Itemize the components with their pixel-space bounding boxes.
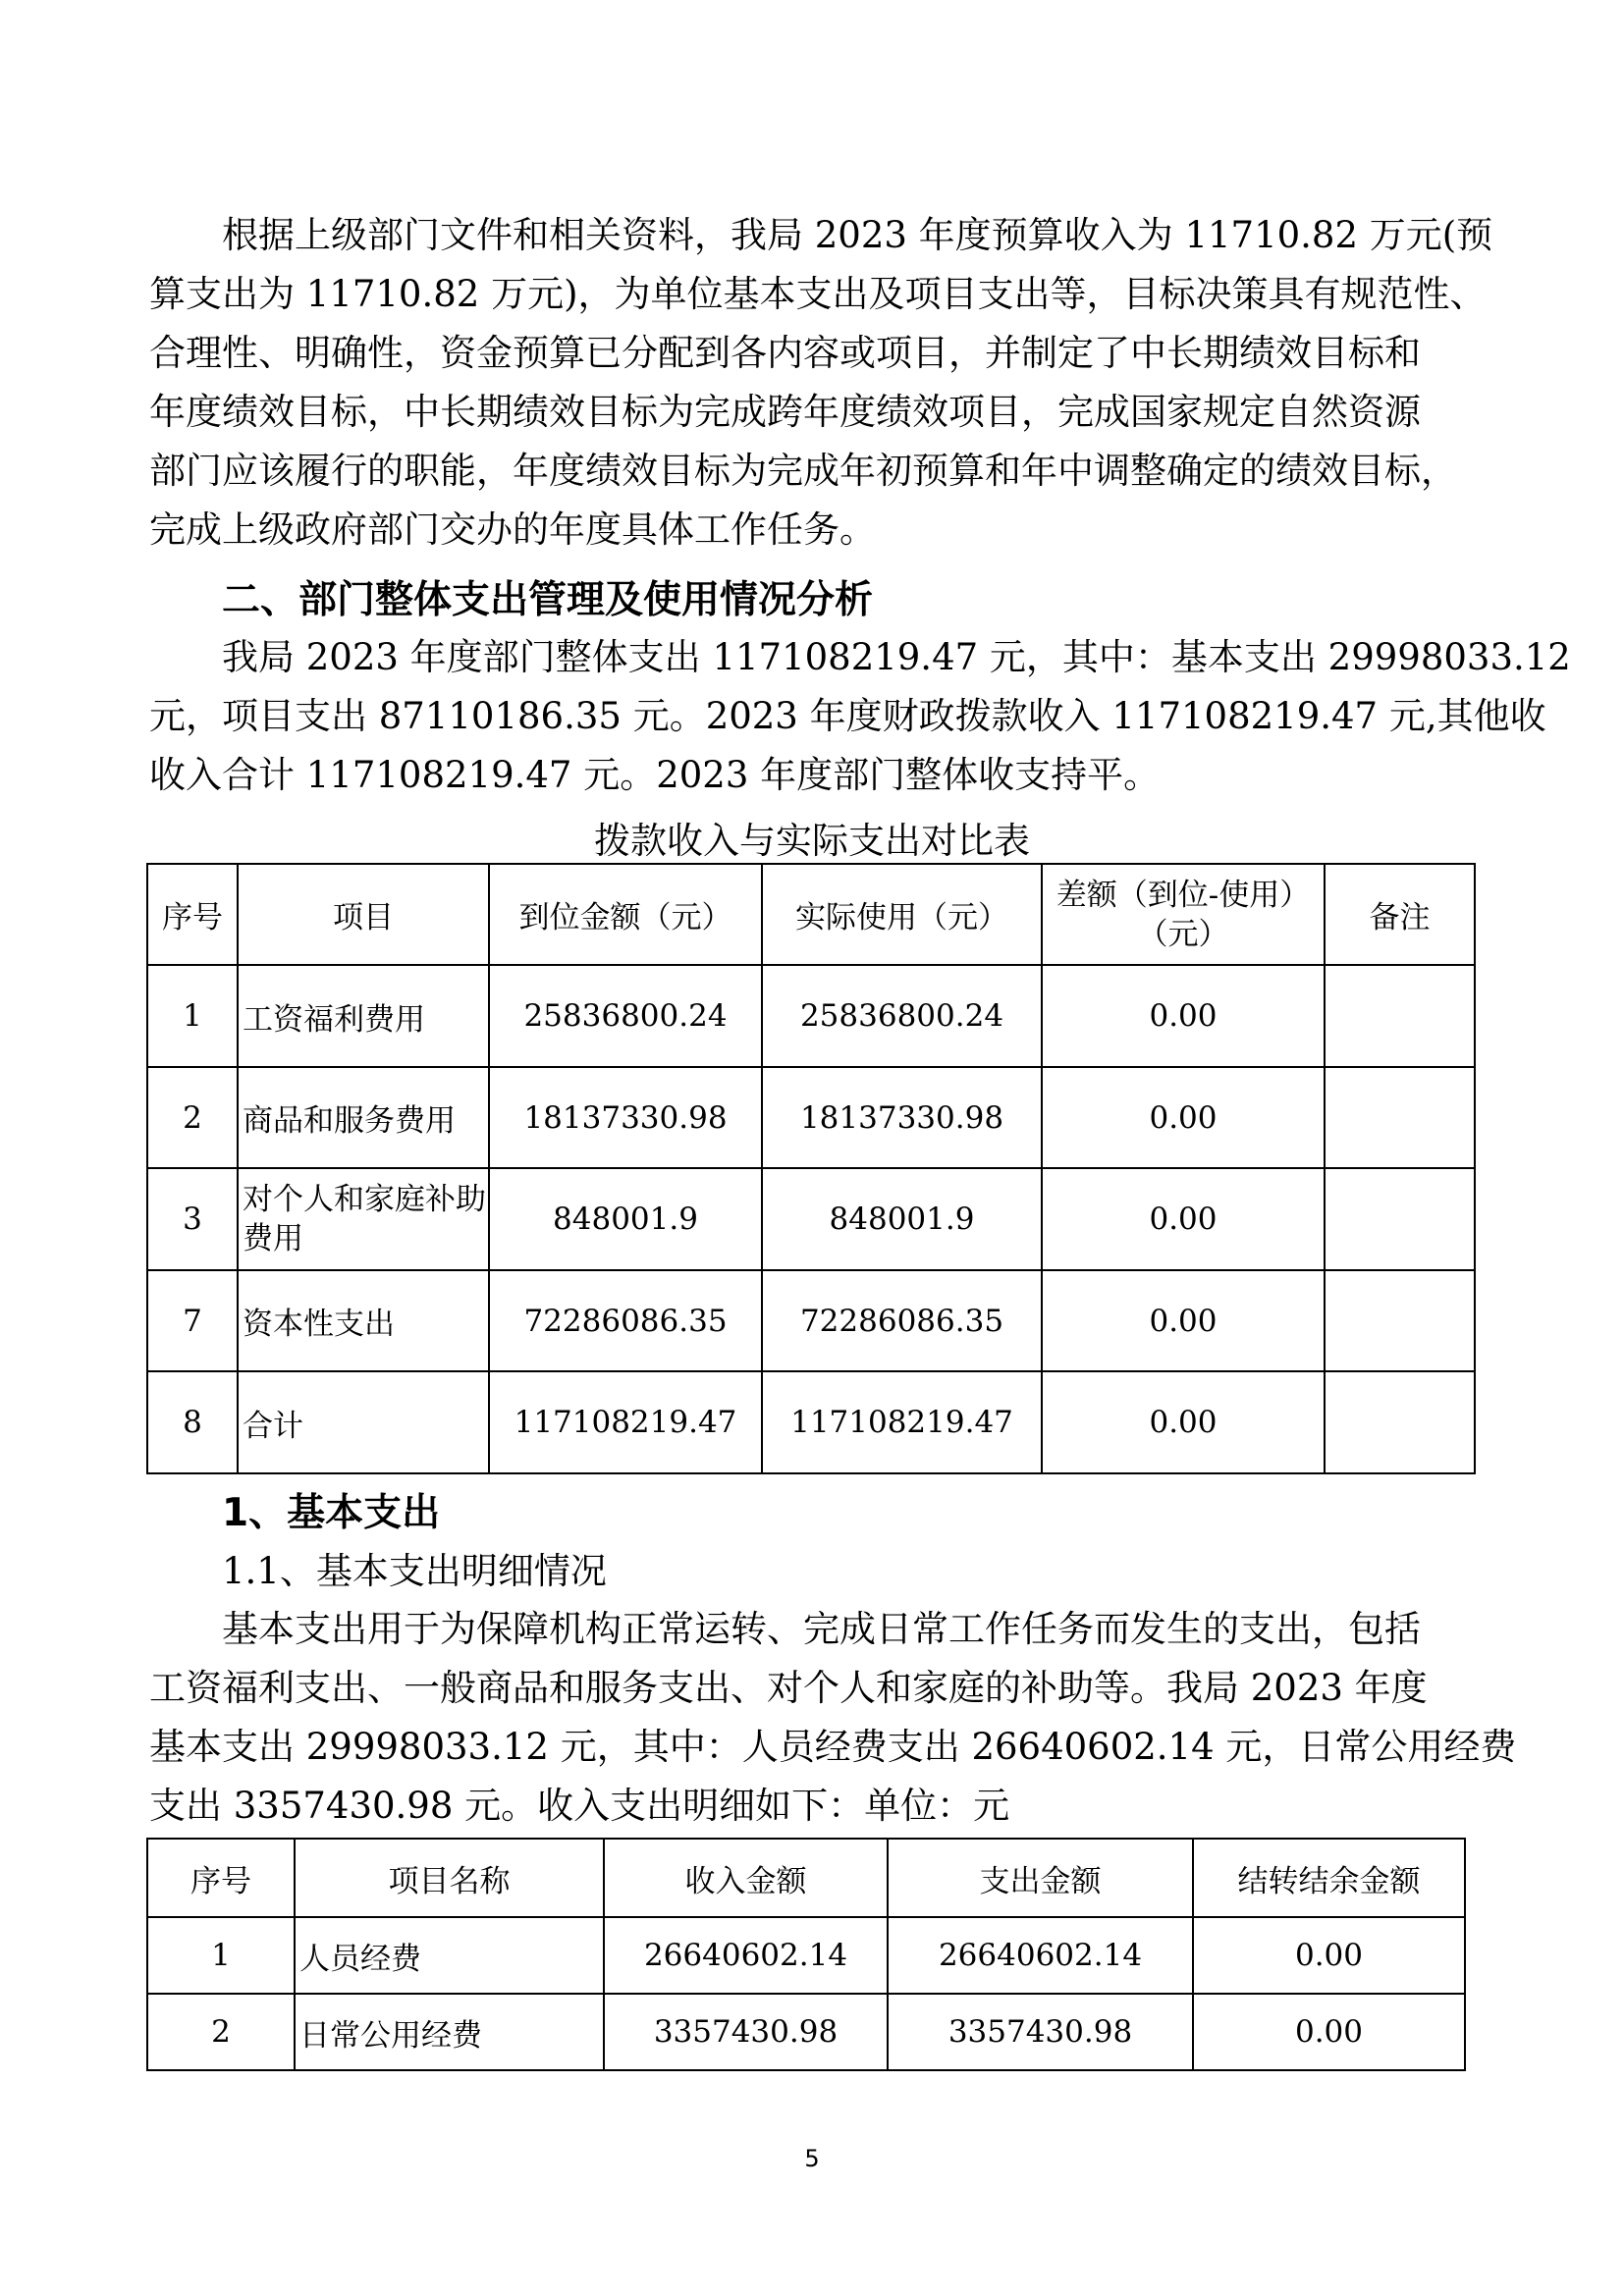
section3-paragraph: [149, 1600, 1517, 1836]
table-cell: 26640602.14: [888, 1917, 1193, 1994]
paragraph-line: 算支出为 11710.82 万元)，为单位基本支出及项目支出等，目标决策具有规范性、: [149, 273, 1487, 315]
table-cell: 0.00: [1042, 1067, 1325, 1168]
table-cell: 848001.9: [762, 1168, 1042, 1270]
table-cell: 8: [147, 1371, 238, 1473]
header-cell: 项目: [238, 864, 489, 965]
paragraph-line: 部门应该履行的职能，年度绩效目标为完成年初预算和年中调整确定的绩效目标，: [149, 450, 1457, 492]
table-cell: 工资福利费用: [238, 965, 489, 1067]
paragraph-line: 根据上级部门文件和相关资料，我局 2023 年度预算收入为 11710.82 万元(预: [222, 214, 1493, 256]
table-cell: 0.00: [1042, 965, 1325, 1067]
header-cell: 收入金额: [604, 1839, 888, 1917]
funding-comparison-table: [146, 863, 1476, 1474]
table-cell: [1325, 1270, 1475, 1371]
table-row: [147, 1371, 1475, 1473]
table-cell: 18137330.98: [489, 1067, 762, 1168]
table-cell: 人员经费: [295, 1917, 604, 1994]
paragraph-line: 工资福利支出、一般商品和服务支出、对个人和家庭的补助等。我局 2023 年度: [149, 1667, 1428, 1709]
header-cell: 序号: [147, 864, 238, 965]
table-header-row: [147, 1839, 1465, 1917]
table-cell: 2: [147, 1067, 238, 1168]
table-cell: 117108219.47: [762, 1371, 1042, 1473]
table-cell: 18137330.98: [762, 1067, 1042, 1168]
table-cell: 商品和服务费用: [238, 1067, 489, 1168]
paragraph-line: 支出 3357430.98 元。收入支出明细如下：单位：元: [149, 1785, 1010, 1827]
basic-expense-table: [146, 1838, 1466, 2071]
header-cell: 序号: [147, 1839, 295, 1917]
header-cell: 到位金额（元）: [489, 864, 762, 965]
header-cell: 差额（到位-使用）（元）: [1042, 864, 1325, 965]
table-cell: 0.00: [1042, 1371, 1325, 1473]
table-cell: 合计: [238, 1371, 489, 1473]
table-cell: 848001.9: [489, 1168, 762, 1270]
section-heading: 1、基本支出: [222, 1491, 441, 1535]
table-caption: 拨款收入与实际支出对比表: [594, 820, 1030, 862]
paragraph-line: 年度绩效目标，中长期绩效目标为完成跨年度绩效项目，完成国家规定自然资源: [149, 391, 1421, 433]
subsection-heading: 1.1、基本支出明细情况: [222, 1550, 607, 1592]
paragraph-line: 元，项目支出 87110186.35 元。2023 年度财政拨款收入 117108219.47 元,其他收: [149, 695, 1546, 737]
header-cell: 支出金额: [888, 1839, 1193, 1917]
table-row: [147, 1168, 1475, 1270]
table-row: [147, 1270, 1475, 1371]
table-cell: 0.00: [1193, 1917, 1465, 1994]
table-cell: 117108219.47: [489, 1371, 762, 1473]
table-row: [147, 1067, 1475, 1168]
table-cell: 72286086.35: [762, 1270, 1042, 1371]
intro-paragraph: [149, 206, 1500, 560]
table-cell: 1: [147, 1917, 295, 1994]
table-cell: 0.00: [1042, 1168, 1325, 1270]
table-cell: 26640602.14: [604, 1917, 888, 1994]
section-heading: 二、部门整体支出管理及使用情况分析: [222, 578, 874, 622]
paragraph-line: 我局 2023 年度部门整体支出 117108219.47 元，其中：基本支出 29998033.12: [222, 636, 1571, 678]
table-cell: 1: [147, 965, 238, 1067]
paragraph-line: 合理性、明确性，资金预算已分配到各内容或项目，并制定了中长期绩效目标和: [149, 332, 1421, 374]
table-cell: 25836800.24: [489, 965, 762, 1067]
table-cell: [1325, 1371, 1475, 1473]
table-cell: 资本性支出: [238, 1270, 489, 1371]
table-cell: 3: [147, 1168, 238, 1270]
table-cell: 2: [147, 1994, 295, 2070]
table-row: [147, 965, 1475, 1067]
header-cell: 项目名称: [295, 1839, 604, 1917]
paragraph-line: 基本支出用于为保障机构正常运转、完成日常工作任务而发生的支出，包括: [222, 1608, 1421, 1650]
table-cell: 3357430.98: [888, 1994, 1193, 2070]
header-cell: 实际使用（元）: [762, 864, 1042, 965]
paragraph-line: 完成上级政府部门交办的年度具体工作任务。: [149, 508, 876, 551]
table-cell: 3357430.98: [604, 1994, 888, 2070]
paragraph-line: 收入合计 117108219.47 元。2023 年度部门整体收支持平。: [149, 754, 1161, 796]
header-cell: 备注: [1325, 864, 1475, 965]
table-cell: 0.00: [1193, 1994, 1465, 2070]
table-row: [147, 1994, 1465, 2070]
table-header-row: [147, 864, 1475, 965]
table-row: [147, 1917, 1465, 1994]
table-cell: 对个人和家庭补助费用: [238, 1168, 489, 1270]
section2-paragraph: [149, 628, 1571, 805]
table-cell: [1325, 1067, 1475, 1168]
table-cell: 72286086.35: [489, 1270, 762, 1371]
table-cell: [1325, 965, 1475, 1067]
paragraph-line: 基本支出 29998033.12 元，其中：人员经费支出 26640602.14 元，日常公用经费: [149, 1726, 1517, 1768]
table-cell: [1325, 1168, 1475, 1270]
page-number: 5: [804, 2145, 820, 2172]
header-cell: 结转结余金额: [1193, 1839, 1465, 1917]
table-cell: 7: [147, 1270, 238, 1371]
table-cell: 日常公用经费: [295, 1994, 604, 2070]
table-cell: 25836800.24: [762, 965, 1042, 1067]
table-cell: 0.00: [1042, 1270, 1325, 1371]
